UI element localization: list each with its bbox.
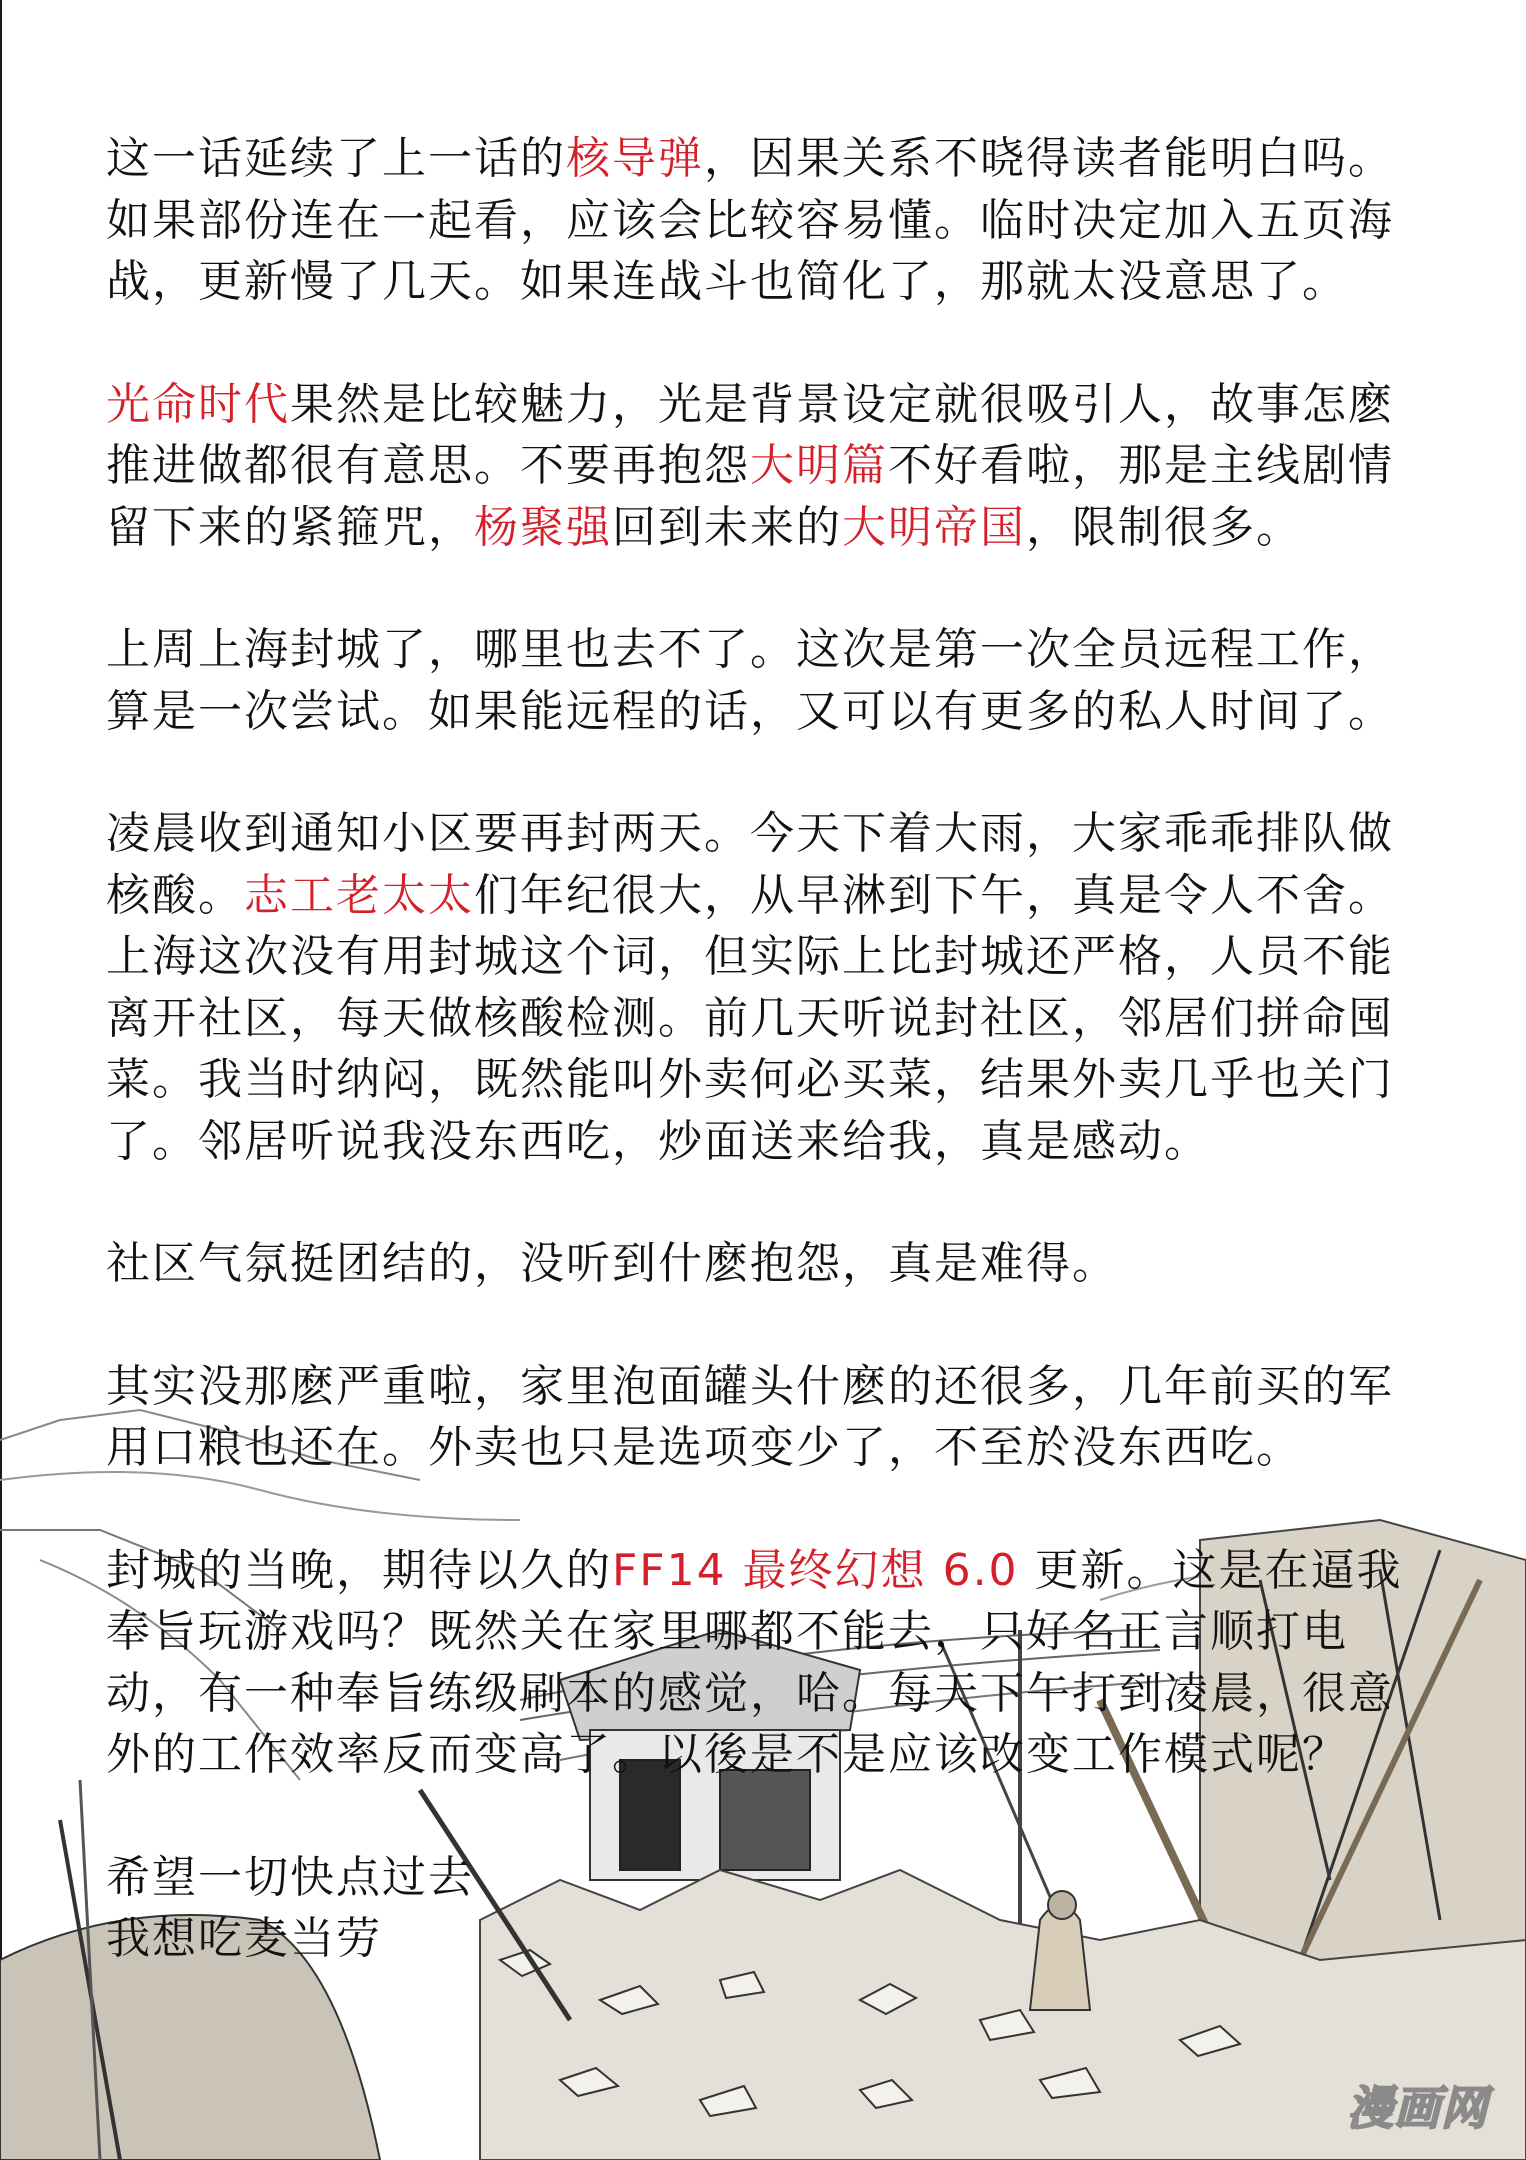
text-run: 果然是比较魅力，光是背景设定就很吸引人，故事怎麽 [290, 378, 1394, 430]
text-run: 其实没那麽严重啦，家里泡面罐头什麽的还很多，几年前买的军 [106, 1360, 1394, 1412]
text-run: 离开社区，每天做核酸检测。前几天听说封社区，邻居们拼命囤 [106, 992, 1394, 1044]
text-line [106, 374, 1446, 436]
text-line [106, 1111, 1446, 1173]
text-line [106, 1540, 1446, 1602]
signoff [106, 1847, 1446, 1970]
text-run: 外的工作效率反而变高了。以後是不是应该改变工作模式呢？ [106, 1729, 1348, 1780]
text-line [106, 988, 1446, 1050]
paragraph [106, 374, 1446, 559]
text-line [106, 926, 1446, 988]
text-run: 战，更新慢了几天。如果连战斗也简化了，那就太没意思了。 [106, 256, 1348, 307]
text-line [106, 681, 1446, 743]
text-line [106, 619, 1446, 681]
text-run: 回到未来的 [612, 501, 842, 553]
highlighted-term: 光命时代 [106, 378, 290, 430]
text-run: 奉旨玩游戏吗？既然关在家里哪都不能去，只好名正言顺打电 [106, 1606, 1348, 1657]
text-line [106, 1049, 1446, 1111]
highlighted-term: 核导弹 [566, 133, 704, 184]
text-line [106, 190, 1446, 252]
text-run: 封城的当晚，期待以久的 [106, 1544, 612, 1596]
text-run: 如果部份连在一起看，应该会比较容易懂。临时决定加入五页海 [106, 194, 1394, 246]
highlighted-term: 大明帝国 [842, 501, 1026, 553]
text-run: 用口粮也还在。外卖也只是选项变少了，不至於没东西吃。 [106, 1422, 1302, 1473]
text-run: ，限制很多。 [1026, 501, 1302, 553]
paragraph [106, 1356, 1446, 1479]
text-line [106, 251, 1446, 313]
paragraph [106, 128, 1446, 313]
text-run: 留下来的紧箍咒， [106, 501, 474, 553]
highlighted-term: 志工老太太 [244, 869, 474, 921]
text-line [106, 865, 1446, 927]
text-line [106, 1356, 1446, 1418]
text-run: 上海这次没有用封城这个词，但实际上比封城还严格，人员不能 [106, 931, 1394, 982]
paragraph [106, 1540, 1446, 1786]
text-line [106, 1601, 1446, 1663]
text-line [106, 803, 1446, 865]
text-line [106, 497, 1446, 559]
highlighted-term: 大明篇 [750, 440, 888, 491]
text-line [106, 1417, 1446, 1479]
highlighted-term: FF14 最终幻想 6.0 [612, 1544, 1019, 1596]
afterword-text [106, 128, 1446, 1970]
text-line [106, 1233, 1446, 1295]
text-run: 了。邻居听说我没东西吃，炒面送来给我，真是感动。 [106, 1115, 1210, 1167]
site-watermark-logo-icon: 漫画网 [1347, 2081, 1488, 2135]
text-run: 上周上海封城了，哪里也去不了。这次是第一次全员远程工作， [106, 624, 1394, 675]
text-line [106, 1724, 1446, 1786]
text-run: 算是一次尝试。如果能远程的话，又可以有更多的私人时间了。 [106, 685, 1394, 737]
text-run: 不好看啦，那是主线剧情 [888, 440, 1394, 491]
text-run: 们年纪很大，从早淋到下午，真是令人不舍。 [474, 869, 1394, 921]
text-run: ，因果关系不晓得读者能明白吗。 [704, 133, 1394, 184]
paragraph [106, 803, 1446, 1172]
paragraph [106, 1233, 1446, 1295]
text-line [106, 128, 1446, 190]
signoff-line: 希望一切快点过去 [106, 1851, 474, 1903]
highlighted-term: 杨聚强 [474, 501, 612, 553]
text-run: 社区气氛挺团结的，没听到什麽抱怨，真是难得。 [106, 1238, 1118, 1289]
text-run: 核酸。 [106, 869, 244, 921]
text-run: 推进做都很有意思。不要再抱怨 [106, 440, 750, 491]
text-run: 这一话延续了上一话的 [106, 133, 566, 184]
text-run: 动，有一种奉旨练级刷本的感觉，哈。每天下午打到凌晨，很意 [106, 1667, 1394, 1719]
text-run: 更新。这是在逼我 [1018, 1544, 1403, 1596]
paragraph [106, 619, 1446, 742]
text-line [106, 1663, 1446, 1725]
text-line [106, 435, 1446, 497]
signoff-line: 我想吃麦当劳 [106, 1913, 382, 1964]
text-run: 菜。我当时纳闷，既然能叫外卖何必买菜，结果外卖几乎也关门 [106, 1054, 1394, 1105]
text-run: 凌晨收到通知小区要再封两天。今天下着大雨，大家乖乖排队做 [106, 808, 1394, 859]
